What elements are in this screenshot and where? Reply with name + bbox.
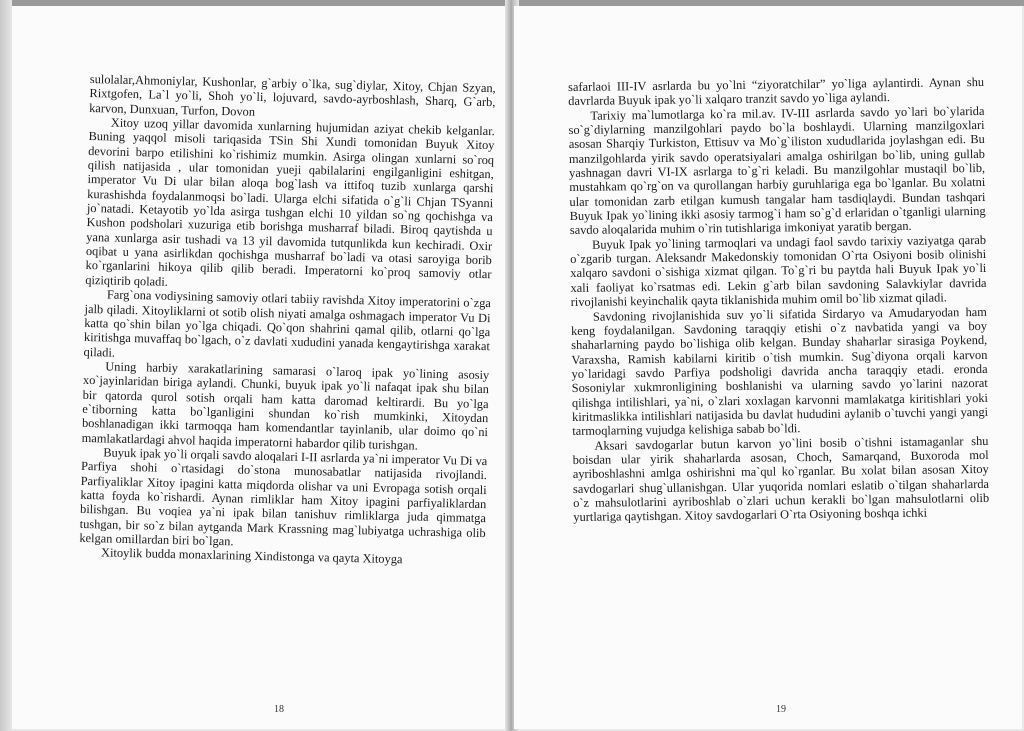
paragraph: Uning harbiy xarakatlarining samarasi o`laroq ipak yo`lining asosiy xo`jayinlaridan biriga aylandi. Chunki, buyuk ipak yo`li nafaqat ipak shu bilan bir qatorda qurol sotish orqali ham katta daromad keltirardi. Bu yo`lga e`tiborning katta bo`lganligini shundan ko`rish mumkinki, Xitoydan boshlanadigan ikki tarmoqqa ham komendantlar tayinlanib, ular doimo qo`ni mamlakatlardagi ahvol haqida imperatorni habardor qilib turishgan. [81,359,490,453]
paragraph: Farg`ona vodiysining samoviy otlari tabiiy ravishda Xitoy imperatorini o`zga jalb qiladi. Xitoyliklarni ot sotib olish niyati amalga oshmagach imperator Vu Di katta qo`shin bilan yo`lga chiqadi. Qo`qon shahrini qamal qilib, otlarni qo`lga kiritishga muvaffaq bo`lgach, o`z davlati xududini yanada kengaytirishga xarakat qiladi. [83,287,492,360]
scan-left-edge [0,0,12,731]
paragraph: Tarixiy ma`lumotlarga ko`ra mil.av. IV-III asrlarda savdo yo`lari bo`ylarida so`g`diylarning manzilgohlari paydo bo`la boshlaydi. Ularning manzilgoxlari asosan Sharqiy Turkiston, Ettisuv va Mo`g`iliston xududlarida joylashgan edi. Bu manzilgohlarda yirik savdo operatsiyalari amalga oshirilgan bo`lib, uning gullab yashnagan davri VI-IX asrlarga to`g`ri keladi. Bu manzilgohlar mustaqil bo`lib, mustahkam qo`rg`on va qurollangan harbiy guruhlariga ega bo`lganlar. Bu xolatni ular tomonidan zarb etilgan kumush tangalar ham tasdiqlaydi. Bundan tashqari Buyuk Ipak yo`lining ikki asosiy tarmog`i ham so`g`d erlaridan o`tganligi ularning savdo aloqalarida muhim o`rin tutishlariga imkoniyat yaratib bergan. [568,103,986,238]
paragraph: Buyuk Ipak yo`lining tarmoqlari va undagi faol savdo tarixiy vaziyatga qarab o`zgarib turgan. Aleksandr Makedonskiy tomonidan O`rta Osiyoni bosib olinishi xalqaro savdoni o`sishiga xizmat qilgan. To`g`ri bu paytda hali Buyuk Ipak yo`li xali faoliyat ko`rsatmas edi. Lekin g`arb bilan savdoning Salavkiylar davrida rivojlanishi keyinchalik qayta tiklanishida muhim omil bo`lib xizmat qiladi. [570,232,987,310]
paragraph: Aksari savdogarlar butun karvon yo`lini bosib o`tishni istamaganlar shu boisdan ular yirik shaharlarda asosan, Choch, Samarqand, Buxoroda mol ayriboshlashni amlga oshirishni ma`qul ko`rganlar. Bu xolat bilan asosan Xitoy savdogarlari shug`ullanishgan. Ular yuqorida nomlari eslatib o`tilgan shaharlarda o`z mahsulotlarini ayriboshlab o`zlari uchun kerakli bo`lgan mahsulotlarni olib yurtlariga qaytishgan. Xitoy savdogarlari O`rta Osiyoning boshqa ichki [572,433,990,525]
paragraph: Xitoy uzoq yillar davomida xunlarning hujumidan aziyat chekib kelganlar. Buning yaqqol misoli tariqasida TSin Shi Xundi tomonidan Buyuk Xitoy devorini barpo etilishini ko`rishimiz mumkin. Asirga olingan xunlarni so`roq qilish natijasida , ular tomonidan yueji qabilalarini engilganligini eshitgan, imperator Vu Di ular bilan aloqa bog`lash va ittifoq tuzib xunlarga qarshi kurashishda foydalanmoqsi bo`ladi. Ularga elchi sifatida o`g`li Chjan TSyanni jo`natadi. Ketayotib yo`lda asirga tushgan elchi 10 yildan so`ng qochishga va Kushon podsholari xuzuriga etib borishga musharraf biladi. Biroq qaytishda u yana xunlarga asir tushadi va 13 yil davomida tutqunlikda kun kechiradi. Oxir oqibat u yana asirlikdan qochishga musharraf bo`ladi va otasi saroyiga borib ko`rganlarini hikoya qilib qilib beradi. Imperatorni ko`proq samoviy otlar qiziqtirib qoladi. [85,115,495,289]
left-page [12,6,513,729]
right-page-text [568,75,989,525]
paragraph: Buyuk ipak yo`li orqali savdo aloqalari I-II asrlarda ya`ni imperator Vu Di va Parfiya shohi o`rtasidagi do`stona munosabatlar natijasida rivojlandi. Parfiyaliklar Xitoy ipagini katta miqdorda olishar va uni Evropaga sotish orqali katta foyda ko`rishardi. Aynan rimliklar ham Xitoy ipagini parfiyaliklardan bilishgan. Bu voqiea ya`ni ipak bilan tanishuv rimliklarga juda qimmatga tushgan, bir so`z bilan aytganda Mark Krassning mag`lubiyatga uchrashiga olib kelgan omillardan biri bo`lgan. [79,445,488,549]
paragraph: sulolalar,Ahmoniylar, Kushonlar, g`arbiy o`lka, sug`diylar, Xitoy, Chjan Szyan, Rixtgofen, La`l yo`li, Shoh yo`li, lojuvard, savdo-ayrboshlash, Sharq, G`arb, karvon, Dunxuan, Turfon, Dovon [89,72,496,119]
paragraph: Savdoning rivojlanishida suv yo`li sifatida Sirdaryo va Amudaryodan ham keng foydalanilgan. Savdoning taraqqiy etishi o`z navbatida yangi va boy shaharlarning paydo bo`lishiga olib kelgan. Bunday shaharlar sirasiga Poykend, Varaxsha, Ramish kabilarni kiritib o`tish mumkin. Sug`diyona orqali karvon yo`laridagi savdo Parfiya podsholigi davrida ancha taraqqiy etadi. eronda Sosoniylar xukmronligining boshlanishi va ularning savdo yo`larini nazorat qilishga intilishlari, ya`ni, o`zlari xoxlagan karvonni mamlakatga kiritishlari yoki kiritmaslikka intilishlari natijasida bu davlat hududini aylanib o`tuvchi yangi yangi tarmoqlarning vujudga kelishiga sabab bo`ldi. [570,304,989,439]
page-number: 19 [776,704,786,715]
right-page [514,6,1022,729]
left-page-text [79,72,496,569]
page-number: 18 [274,704,284,715]
paragraph: safarlaoi III-IV asrlarda bu yo`lni “ziyoratchilar” yo`liga aylantirdi. Aynan shu davrlarda Buyuk ipak yo`li xalqaro tranzit savdo yo`liga aylandi. [568,74,985,109]
paragraph: Xitoylik budda monaxlarining Xindistonga va qayta Xitoyga [100,545,403,567]
